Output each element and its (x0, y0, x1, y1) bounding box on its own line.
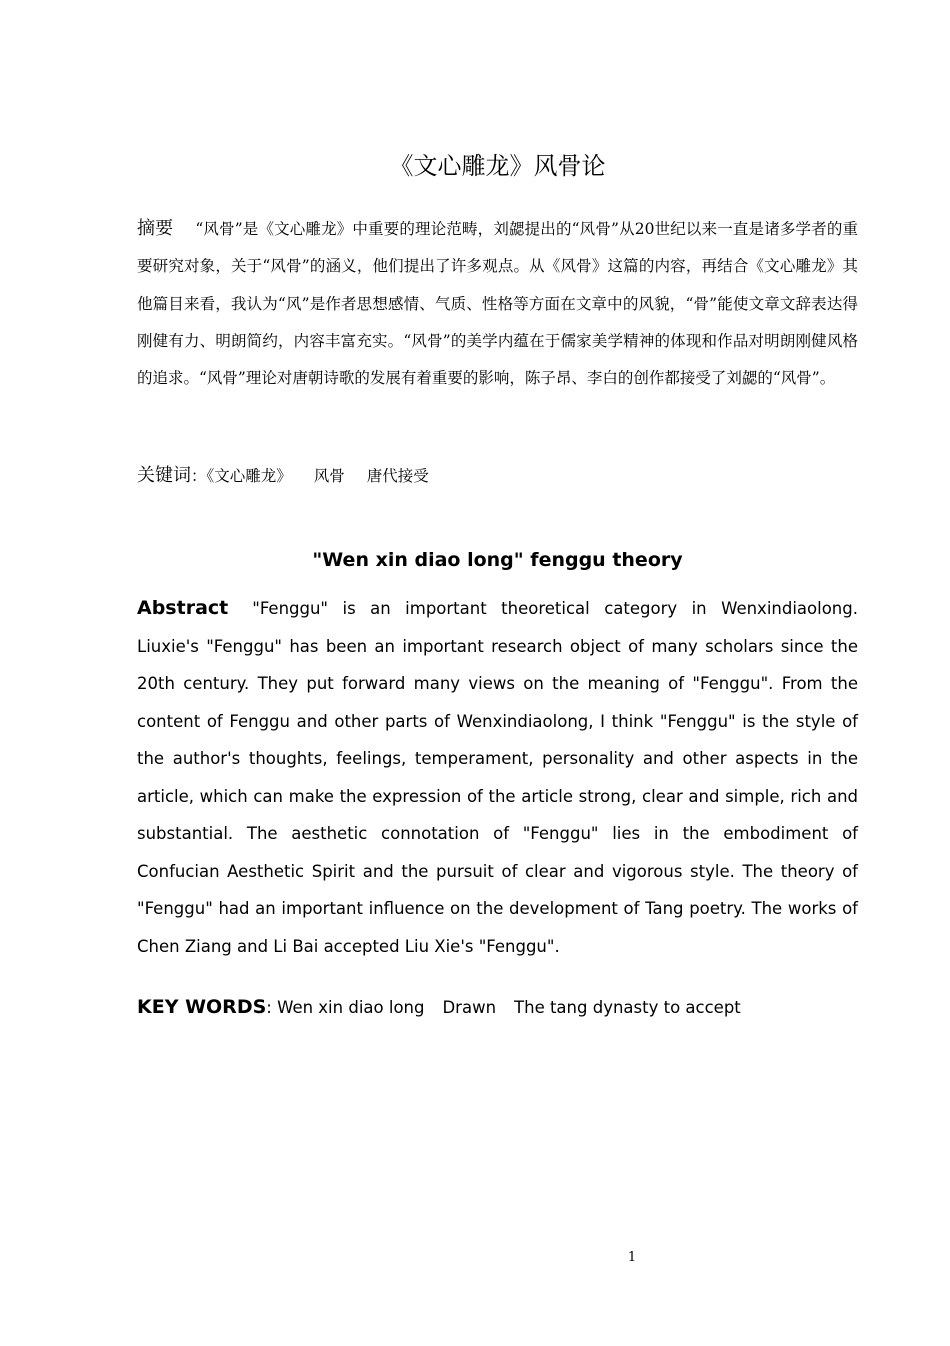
chinese-abstract-text: “风骨”是《文心雕龙》中重要的理论范畴，刘勰提出的“风骨”从20世纪以来一直是诸多学者的重要研究对象，关于“风骨”的涵义，他们提出了许多观点。从《风骨》这篇的内容，再结合《文心雕龙》其他篇目来看，我认为“风”是作者思想感情、气质、性格等方面在文章中的风貌，“骨”能使文章文辞表达得刚健有力、明朗简约，内容丰富充实。“风骨”的美学内蕴在于儒家美学精神的体现和作品对明朗刚健风格的追求。“风骨”理论对唐朝诗歌的发展有着重要的影响，陈子昂、李白的创作都接受了刘勰的“风骨”。 (137, 220, 858, 388)
chinese-keywords-label: 关键词 (137, 465, 191, 486)
english-title: "Wen xin diao long" fenggu theory (312, 549, 683, 571)
english-keyword: Drawn (442, 998, 497, 1017)
english-abstract (137, 590, 858, 965)
english-keywords-colon: : (266, 998, 272, 1017)
english-abstract-label: Abstract (137, 597, 229, 619)
chinese-title: 《文心雕龙》风骨论 (389, 152, 606, 180)
english-abstract-text: "Fenggu" is an important theoretical category in Wenxindiaolong. Liuxie's "Fenggu" has been an important research object of many scholars since the 20th century. They put forward many views on the meaning of "Fenggu". From the content of Fenggu and other parts of Wenxindiaolong, I think "Fenggu" is the style of the author's thoughts, feelings, temperament, personality and other aspects in the article, which can make the expression of the article strong, clear and simple, rich and substantial. The aesthetic connotation of "Fenggu" lies in the embodiment of Confucian Aesthetic Spirit and the pursuit of clear and vigorous style. The theory of "Fenggu" had an important influence on the development of Tang poetry. The works of Chen Ziang and Li Bai accepted Liu Xie's "Fenggu". (137, 599, 858, 956)
chinese-abstract (137, 210, 858, 397)
english-keyword: The tang dynasty to accept (514, 998, 741, 1017)
english-keyword: Wen xin diao long (277, 998, 425, 1017)
chinese-keywords (137, 458, 858, 494)
english-keywords (137, 990, 858, 1025)
chinese-keyword: 《文心雕龙》 (206, 467, 292, 485)
chinese-abstract-label: 摘要 (137, 218, 174, 239)
chinese-keyword: 风骨 (313, 467, 345, 485)
chinese-keyword: 唐代接受 (366, 467, 429, 485)
chinese-keywords-colon: ： (191, 467, 207, 485)
page-number: 1 (627, 1250, 637, 1265)
english-keywords-label: KEY WORDS (137, 996, 267, 1018)
